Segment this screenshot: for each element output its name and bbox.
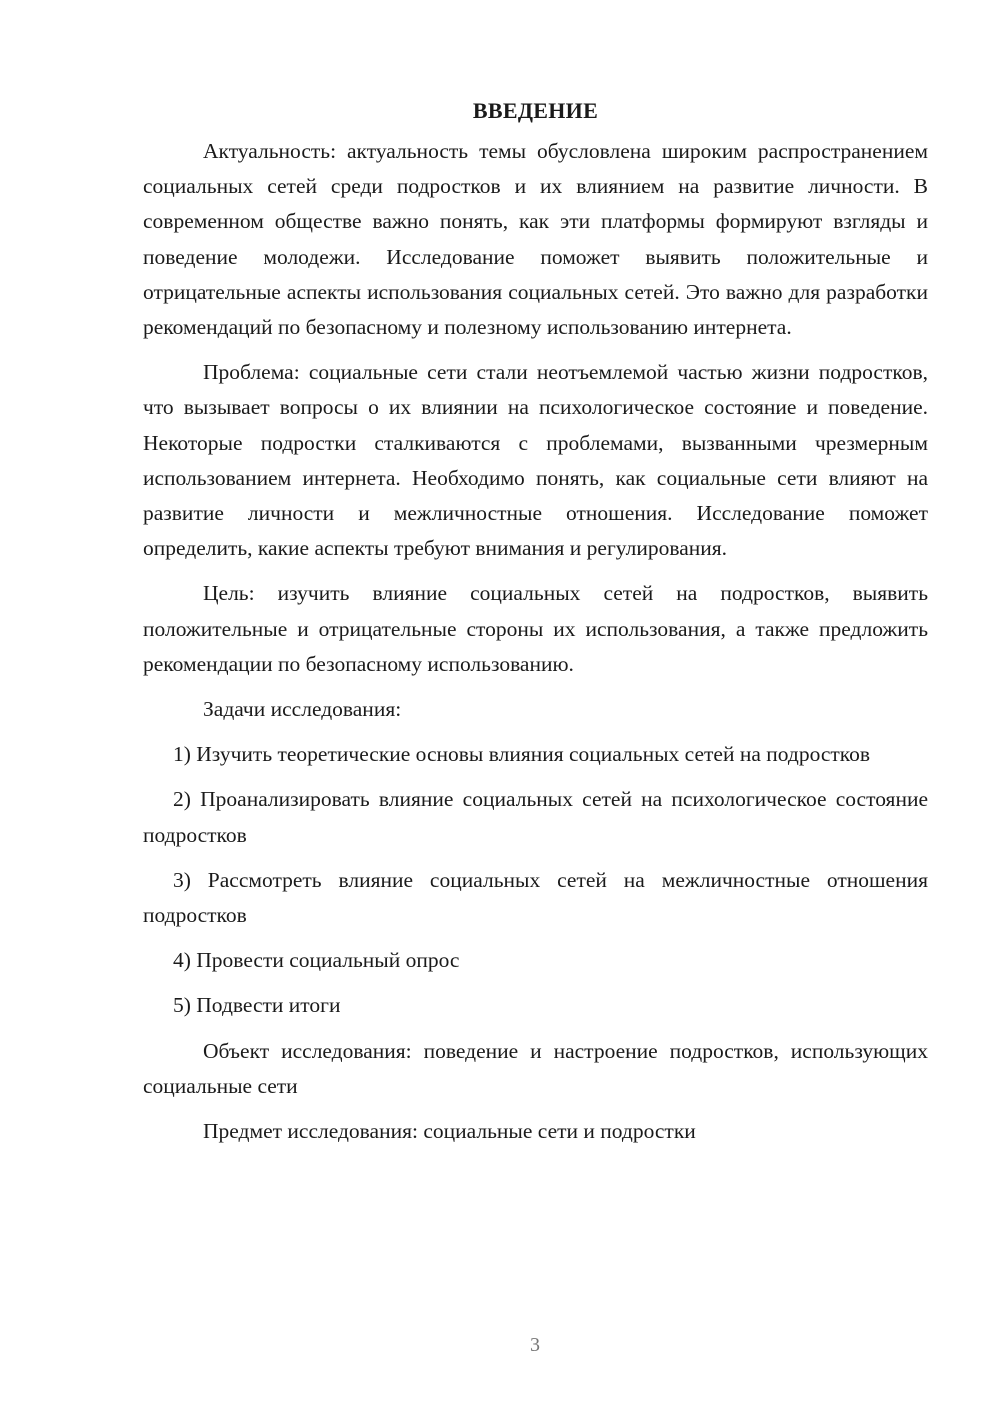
relevance-paragraph: Актуальность: актуальность темы обусловлена широким распространением социальных сетей среди подростков и их влиянием на развитие личности. В современном обществе важно понять, как эти платформы формируют взгляды и поведение молодежи. Исследование поможет выявить положительные и отрицательные аспекты использования социальных сетей. Это важно для разработки рекомендаций по безопасному и полезному использованию интернета. bbox=[143, 139, 928, 340]
task-item-3: 3) Рассмотреть влияние социальных сетей на межличностные отношения подростков bbox=[143, 867, 928, 928]
task-item-2: 2) Проанализировать влияние социальных сетей на психологическое состояние подростков bbox=[143, 787, 928, 847]
tasks-heading: Задачи исследования: bbox=[203, 697, 402, 722]
task-item-5: 5) Подвести итоги bbox=[173, 993, 341, 1018]
research-object-paragraph: Объект исследования: поведение и настроение подростков, использующих социальные сети bbox=[143, 1038, 928, 1098]
section-title: ВВЕДЕНИЕ bbox=[472, 98, 599, 123]
goal-paragraph: Цель: изучить влияние социальных сетей на подростков, выявить положительные и отрицательные стороны их использования, а также предложить рекомендации по безопасному использованию. bbox=[143, 581, 928, 676]
problem-paragraph: Проблема: социальные сети стали неотъемлемой частью жизни подростков, что вызывает вопросы о их влиянии на психологическое состояние и поведение. Некоторые подростки сталкиваются с проблемами, вызванными чрезмерным использованием интернета. Необходимо понять, как социальные сети влияют на развитие личности и межличностные отношения. Исследование поможет определить, какие аспекты требуют внимания и регулирования. bbox=[143, 360, 928, 561]
task-item-1: 1) Изучить теоретические основы влияния социальных сетей на подростков bbox=[173, 742, 871, 767]
task-item-4: 4) Провести социальный опрос bbox=[173, 948, 460, 973]
research-subject-paragraph: Предмет исследования: социальные сети и подростки bbox=[203, 1119, 696, 1144]
page-content bbox=[143, 96, 928, 1159]
page-number: 3 bbox=[530, 1334, 540, 1356]
